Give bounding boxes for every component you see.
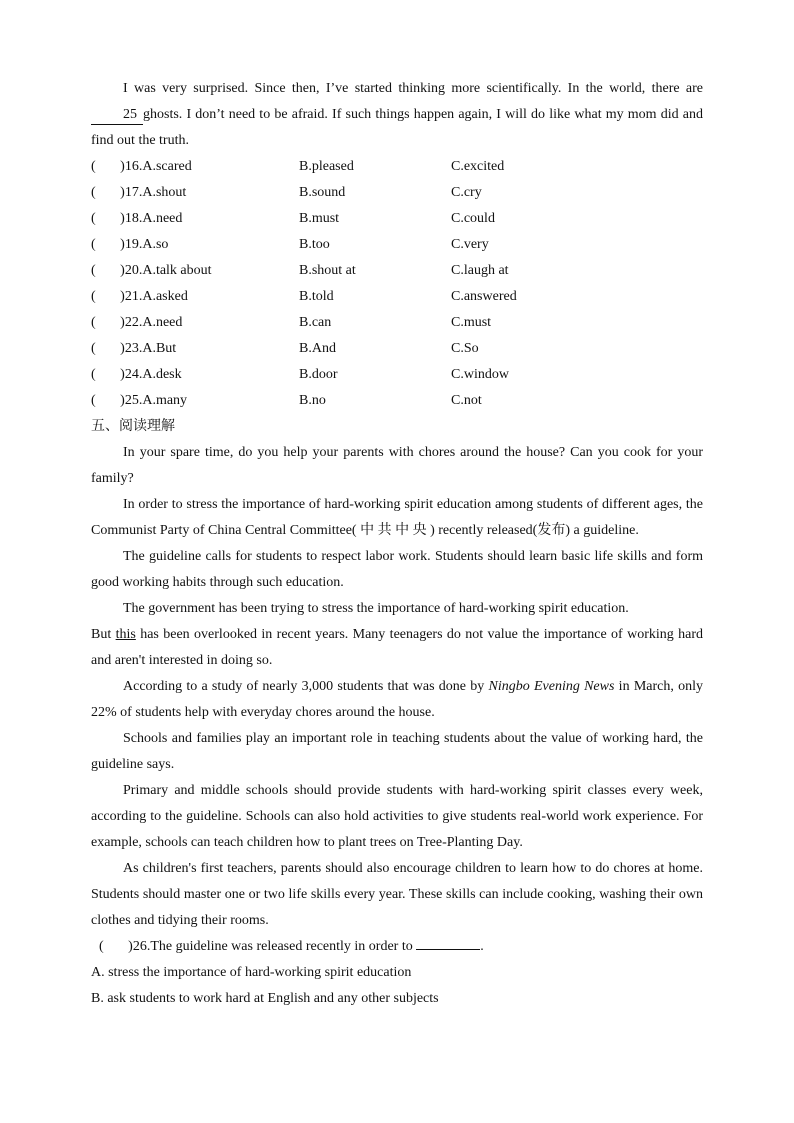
option-a[interactable]: A.many (142, 393, 188, 408)
option-row (91, 180, 703, 206)
option-a[interactable]: A.talk about (142, 263, 212, 278)
question-number-and-option-a (91, 232, 168, 258)
question-number: ( )22. (91, 315, 143, 330)
underlined-this: this (115, 627, 136, 642)
p5-text-before: But (91, 627, 116, 642)
option-c[interactable]: C.answered (451, 289, 517, 304)
option-b[interactable]: B.shout at (299, 263, 356, 278)
option-c[interactable]: C.cry (451, 185, 482, 200)
question-number-and-option-a (91, 154, 192, 180)
option-row (91, 284, 703, 310)
reading-paragraph-6 (91, 674, 703, 726)
reading-paragraph-9: As children's first teachers, parents should also encourage children to learn how to do chores at home. Students should master one or two life skills every year. These skills can include cooking, washing their own clothes and tidying their rooms. (91, 861, 703, 928)
question-number: ( )24. (91, 367, 143, 382)
section-heading: 五、阅读理解 (91, 419, 175, 434)
question-number: ( )19. (91, 237, 143, 252)
option-b[interactable]: B.door (299, 367, 338, 382)
option-a[interactable]: A.scared (142, 159, 192, 174)
option-a[interactable]: A.shout (142, 185, 187, 200)
option-c[interactable]: C.not (451, 393, 482, 408)
question-number: ( )17. (91, 185, 143, 200)
option-b[interactable]: B.must (299, 211, 340, 226)
question-number-and-option-a (91, 388, 187, 414)
option-b[interactable]: B.told (299, 289, 334, 304)
question-26-option-b[interactable]: B. ask students to work hard at English and any other subjects (91, 991, 439, 1006)
options-list (91, 154, 703, 414)
reading-paragraph-2: In order to stress the importance of hard-working spirit education among students of different ages, the Communist Party of China Central Committee( 中 共 中 央 ) recently released(发布) a guideline. (91, 497, 703, 538)
cloze-blank-25[interactable]: 25 (91, 106, 143, 125)
worksheet-page (91, 76, 703, 1012)
reading-paragraph-5 (91, 622, 703, 674)
option-row (91, 258, 703, 284)
p6-text-before: According to a study of nearly 3,000 students that was done by (123, 679, 489, 694)
option-c[interactable]: C.laugh at (451, 263, 509, 278)
option-a[interactable]: A.desk (142, 367, 182, 382)
question-number: ( )18. (91, 211, 143, 226)
question-number-and-option-a (91, 336, 176, 362)
question-number-and-option-a (91, 310, 182, 336)
option-c[interactable]: C.could (451, 211, 495, 226)
reading-paragraph-3: The guideline calls for students to respect labor work. Students should learn basic life skills and form good working habits through such education. (91, 549, 703, 590)
p5-text-after: has been overlooked in recent years. Many teenagers do not value the importance of working hard and aren't interested in doing so. (91, 627, 703, 668)
reading-paragraph-8: Primary and middle schools should provide students with hard-working spirit classes every week, according to the guideline. Schools can also hold activities to give students real-world work experience. For example, schools can teach children how to plant trees on Tree-Planting Day. (91, 783, 703, 850)
option-c[interactable]: C.excited (451, 159, 505, 174)
option-b[interactable]: B.no (299, 393, 326, 408)
option-c[interactable]: C.very (451, 237, 489, 252)
option-a[interactable]: A.need (142, 211, 183, 226)
question-number: ( )23. (91, 341, 143, 356)
option-row (91, 232, 703, 258)
option-b[interactable]: B.And (299, 341, 336, 356)
option-row (91, 388, 703, 414)
option-a[interactable]: A.need (142, 315, 183, 330)
option-b[interactable]: B.too (299, 237, 330, 252)
question-number: ( )21. (91, 289, 143, 304)
question-number-and-option-a (91, 284, 188, 310)
option-b[interactable]: B.pleased (299, 159, 354, 174)
option-b[interactable]: B.can (299, 315, 332, 330)
question-number: ( )16. (91, 159, 143, 174)
option-c[interactable]: C.must (451, 315, 492, 330)
cloze-text-after-blank: ghosts. I don’t need to be afraid. If such things happen again, I will do like what my mom did and find out the truth. (91, 107, 703, 148)
cloze-text-before-blank: I was very surprised. Since then, I’ve started thinking more scientifically. In the world, there are (123, 81, 703, 96)
option-row (91, 362, 703, 388)
option-b[interactable]: B.sound (299, 185, 346, 200)
question-number: ( )25. (91, 393, 143, 408)
question-number-and-option-a (91, 362, 182, 388)
reading-paragraph-1: In your spare time, do you help your parents with chores around the house? Can you cook for your family? (91, 445, 703, 486)
question-number-and-option-a (91, 258, 212, 284)
option-row (91, 154, 703, 180)
option-row (91, 310, 703, 336)
question-26-option-a[interactable]: A. stress the importance of hard-working spirit education (91, 965, 412, 980)
question-26-end: . (480, 939, 484, 954)
question-number-and-option-a (91, 180, 186, 206)
option-row (91, 206, 703, 232)
option-a[interactable]: A.But (142, 341, 177, 356)
question-26-stem: ( )26.The guideline was released recently in order to (99, 939, 417, 954)
option-row (91, 336, 703, 362)
option-c[interactable]: C.window (451, 367, 509, 382)
option-c[interactable]: C.So (451, 341, 479, 356)
cloze-final-paragraph (91, 76, 703, 154)
question-26 (91, 934, 703, 960)
question-number-and-option-a (91, 206, 182, 232)
newspaper-name: Ningbo Evening News (488, 679, 615, 694)
reading-paragraph-7: Schools and families play an important role in teaching students about the value of working hard, the guideline says. (91, 731, 703, 772)
option-a[interactable]: A.asked (142, 289, 188, 304)
reading-paragraph-4: The government has been trying to stress the importance of hard-working spirit education. (123, 601, 629, 616)
option-a[interactable]: A.so (142, 237, 169, 252)
p6-text-after: in March, only 22% of students help with everyday chores around the house. (91, 679, 703, 720)
question-26-blank[interactable] (416, 949, 480, 950)
question-number: ( )20. (91, 263, 143, 278)
